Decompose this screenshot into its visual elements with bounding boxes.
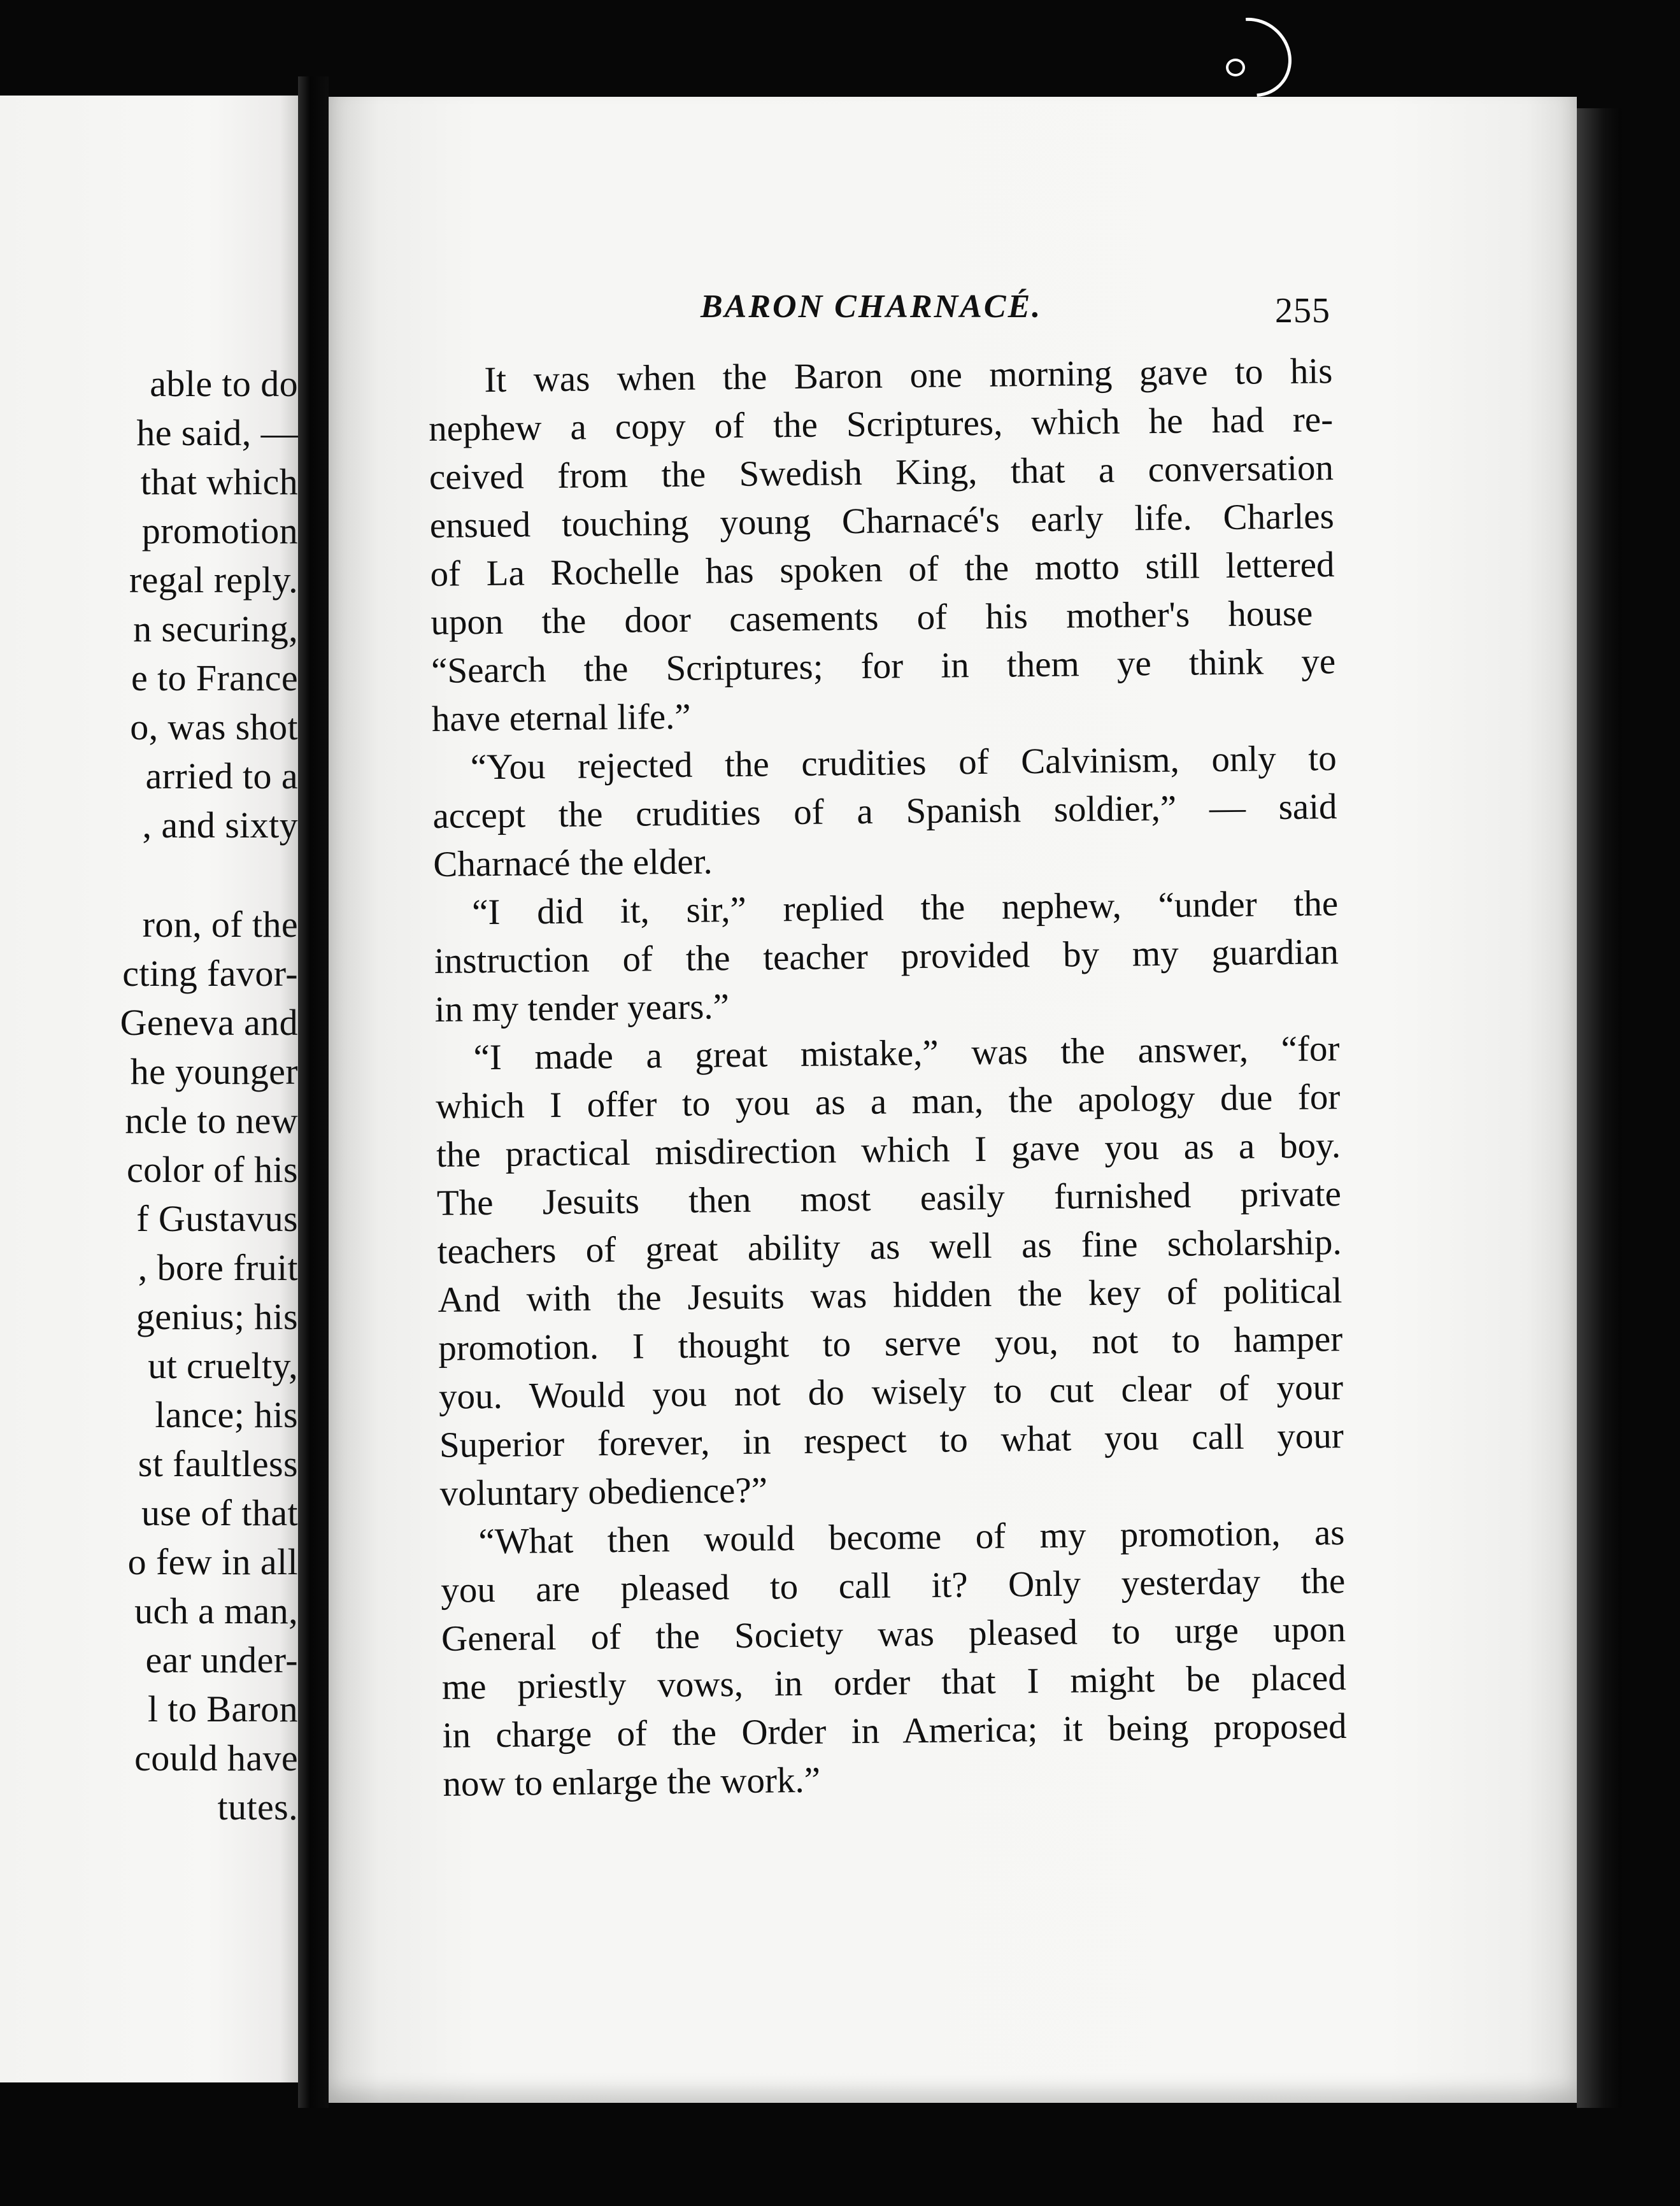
left-page-line: Geneva and — [120, 1002, 298, 1043]
left-page-line: ear under- — [145, 1639, 298, 1681]
text-line: have eternal life.” — [431, 696, 691, 739]
left-page-line: , bore fruit — [138, 1247, 298, 1288]
left-page-line: lance; his — [155, 1394, 298, 1435]
left-page-line: color of his — [127, 1149, 298, 1190]
text-line: in charge of the Order in America; it being proposed — [442, 1706, 1347, 1756]
left-page-line: o few in all — [127, 1541, 298, 1583]
text-line: you are pleased to call it? Only yesterday the — [440, 1561, 1346, 1611]
left-page-line: genius; his — [136, 1296, 298, 1337]
left-page-line: regal reply. — [129, 559, 298, 601]
page-number: 255 — [1275, 291, 1330, 331]
book-gutter — [298, 76, 329, 2108]
left-page-line: use of that — [141, 1492, 298, 1534]
text-line: voluntary obedience?” — [439, 1470, 768, 1514]
text-line: Superior forever, in respect to what you call your — [439, 1416, 1344, 1465]
scan-ink-dot — [1226, 59, 1245, 76]
text-line: promotion. I thought to serve you, not to hamper — [438, 1319, 1343, 1369]
text-line: accept the crudities of a Spanish soldier,” — said — [432, 786, 1337, 836]
left-page-line: uch a man, — [134, 1590, 298, 1632]
left-page-line: promotion — [141, 510, 298, 552]
text-line: The Jesuits then most easily furnished private — [436, 1174, 1342, 1223]
left-page-line: he younger — [130, 1051, 298, 1092]
text-line: teachers of great ability as well as fine scholarship. — [437, 1222, 1342, 1272]
left-page-line: n securing, — [133, 608, 298, 650]
text-line: Charnacé the elder. — [433, 841, 713, 885]
left-page-line: that which — [140, 461, 298, 502]
text-line: now to enlarge the work.” — [443, 1760, 821, 1804]
left-page-line: e to France — [131, 657, 298, 699]
text-line: “What then would become of my promotion, as — [478, 1512, 1345, 1562]
text-line: upon the door casements of his mother's house — [431, 593, 1313, 643]
text-line: It was when the Baron one morning gave to his — [484, 351, 1333, 401]
left-page-line: tutes. — [217, 1786, 298, 1828]
left-page-line: arried to a — [145, 755, 298, 797]
previous-page-fragment — [0, 96, 298, 2082]
text-line: me priestly vows, in order that I might be placed — [441, 1658, 1347, 1707]
text-line: instruction of the teacher provided by my guardian — [434, 932, 1339, 981]
running-head: BARON CHARNACÉ. — [701, 288, 1043, 325]
text-line: “You rejected the crudities of Calvinism, only to — [470, 738, 1337, 788]
left-page-line: , and sixty — [142, 804, 298, 846]
text-line: And with the Jesuits was hidden the key of political — [438, 1270, 1342, 1320]
text-line: the practical misdirection which I gave you as a boy. — [436, 1125, 1341, 1175]
page-edge-shadow — [1577, 108, 1621, 2108]
text-line: in my tender years.” — [434, 986, 730, 1030]
left-page-line: ron, of the — [142, 904, 298, 945]
left-page-line: ncle to new — [125, 1100, 298, 1141]
text-line: you. Would you not do wisely to cut clear of your — [438, 1367, 1344, 1417]
left-page-line: l to Baron — [148, 1688, 298, 1730]
page-body-text — [428, 347, 1348, 1809]
text-line: which I offer to you as a man, the apology due for — [436, 1077, 1341, 1127]
left-page-line: o, was shot — [130, 706, 298, 748]
left-page-line: ut cruelty, — [148, 1345, 298, 1386]
left-page-line: could have — [134, 1737, 298, 1779]
text-line: of La Rochelle has spoken of the motto still lettered — [430, 544, 1335, 594]
text-line: nephew a copy of the Scriptures, which he had re- — [428, 399, 1334, 449]
left-page-line: he said, — — [136, 412, 298, 453]
text-line: ceived from the Swedish King, that a conversation — [429, 448, 1334, 497]
left-page-line: f Gustavus — [136, 1198, 298, 1239]
left-page-line: able to do — [150, 363, 298, 404]
text-line: ensued touching young Charnacé's early life. Charles — [429, 496, 1335, 546]
text-line: “I made a great mistake,” was the answer, “for — [473, 1028, 1340, 1078]
text-line: “Search the Scriptures; for in them ye think ye — [431, 641, 1336, 691]
text-line: “I did it, sir,” replied the nephew, “under the — [471, 883, 1339, 933]
left-page-line: st faultless — [138, 1443, 298, 1484]
text-line: General of the Society was pleased to urge upon — [441, 1609, 1346, 1659]
left-page-line: cting favor- — [122, 953, 298, 994]
